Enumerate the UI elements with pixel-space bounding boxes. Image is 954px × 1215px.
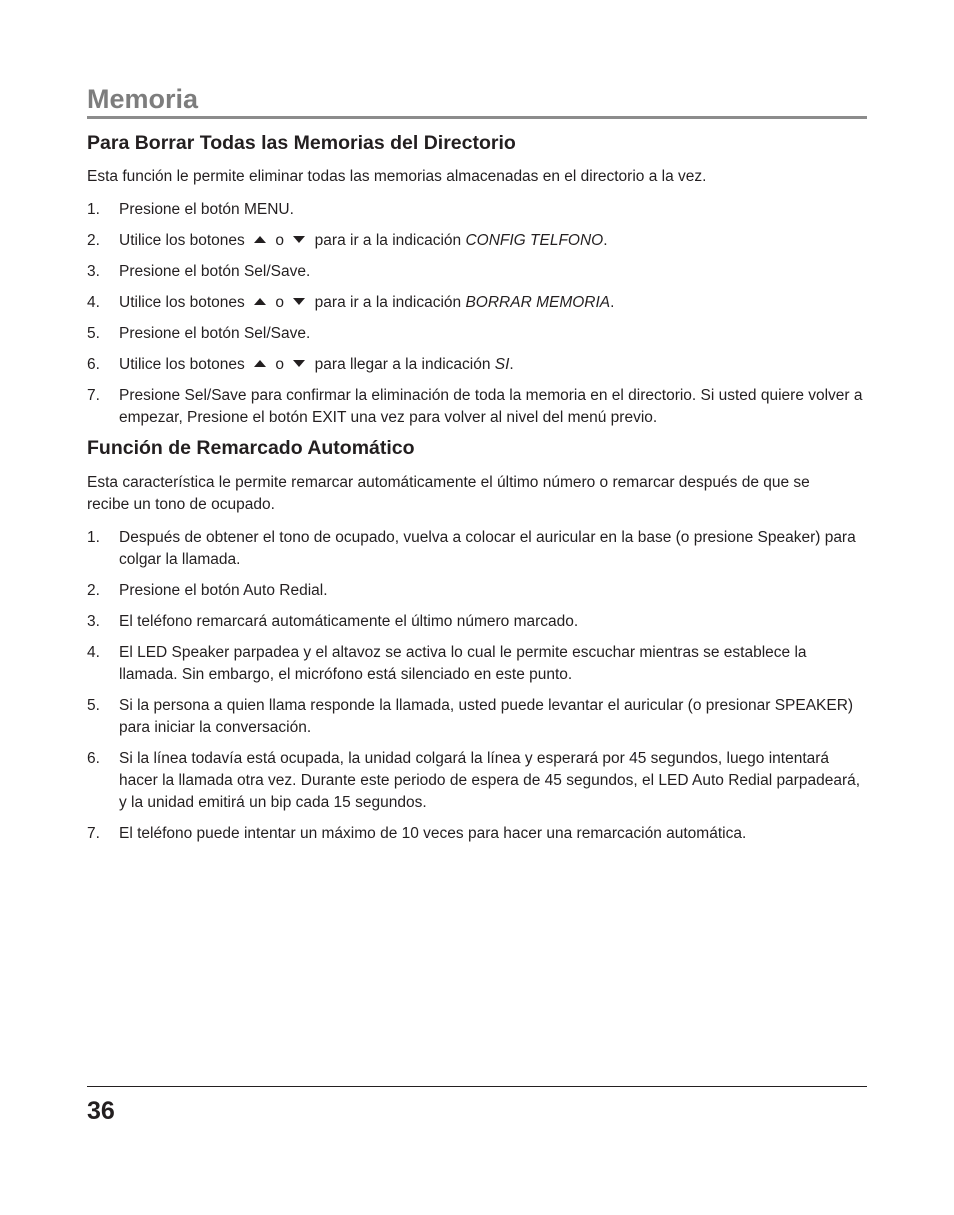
step-number: 3.	[87, 263, 100, 280]
list-item	[87, 611, 867, 633]
step-text: Si la persona a quien llama responde la llamada, usted puede levantar el auricular (o presionar SPEAKER) para iniciar la conversación.	[119, 697, 854, 736]
step-text: Después de obtener el tono de ocupado, vuelva a colocar el auricular en la base (o presione Speaker) para colgar la llamada.	[119, 529, 856, 568]
list-item	[87, 292, 867, 314]
step-text: El teléfono remarcará automáticamente el último número marcado.	[119, 613, 579, 630]
step-display-indicator: CONFIG TELFONO	[465, 232, 604, 249]
step-text: Presione el botón Sel/Save.	[119, 263, 311, 280]
down-arrow-icon	[293, 360, 305, 367]
list-item	[87, 642, 867, 686]
step-number: 2.	[87, 232, 100, 249]
step-text: El LED Speaker parpadea y el altavoz se activa lo cual le permite escuchar mientras se establece la llamada. Sin embargo, el micrófono está silenciado en este punto.	[119, 644, 807, 683]
list-item	[87, 230, 867, 252]
steps-list-borrar-memorias	[87, 199, 867, 429]
steps-list-remarcado	[87, 527, 867, 845]
step-text-pre: Utilice los botones	[119, 232, 245, 249]
step-text: El teléfono puede intentar un máximo de 10 veces para hacer una remarcación automática.	[119, 825, 747, 842]
step-text-post: para ir a la indicación	[314, 294, 466, 311]
footer-divider	[87, 1086, 867, 1087]
step-text-end: .	[603, 232, 608, 249]
list-item	[87, 323, 867, 345]
step-number: 1.	[87, 201, 100, 218]
list-item	[87, 580, 867, 602]
step-number: 7.	[87, 825, 100, 842]
step-number: 5.	[87, 325, 100, 342]
step-text: Presione Sel/Save para confirmar la eliminación de toda la memoria en el directorio. Si usted quiere volver a empezar, Presione el botón EXIT una vez para volver al nivel del menú previo.	[119, 387, 863, 426]
step-text: Si la línea todavía está ocupada, la unidad colgará la línea y esperará por 45 segundos, luego intentará hacer la llamada otra vez. Durante este periodo de espera de 45 segundos, el LED Auto Redial parpadeará, y la unidad emitirá un bip cada 15 segundos.	[119, 750, 861, 811]
down-arrow-icon	[293, 236, 305, 243]
title-divider	[87, 116, 867, 119]
step-number: 1.	[87, 529, 100, 546]
section-intro-remarcado: Esta característica le permite remarcar automáticamente el último número o remarcar después de que se recibe un tono de ocupado.	[87, 474, 810, 513]
step-display-indicator: BORRAR MEMORIA	[465, 294, 611, 311]
step-display-indicator: SI	[494, 356, 510, 373]
list-item	[87, 199, 867, 221]
step-text-or: o	[275, 294, 285, 311]
step-text-post: para llegar a la indicación	[314, 356, 495, 373]
list-item	[87, 527, 867, 571]
step-text: Presione el botón Sel/Save.	[119, 325, 311, 342]
step-text-end: .	[610, 294, 615, 311]
down-arrow-icon	[293, 298, 305, 305]
section-intro-borrar-memorias: Esta función le permite eliminar todas las memorias almacenadas en el directorio a la vez.	[87, 168, 707, 185]
step-text-end: .	[509, 356, 514, 373]
step-number: 5.	[87, 697, 100, 714]
step-number: 3.	[87, 613, 100, 630]
list-item	[87, 748, 867, 814]
step-number: 6.	[87, 750, 100, 767]
section-heading-borrar-memorias: Para Borrar Todas las Memorias del Directorio	[87, 132, 516, 154]
step-number: 7.	[87, 387, 100, 404]
step-text-pre: Utilice los botones	[119, 356, 245, 373]
step-text-post: para ir a la indicación	[314, 232, 466, 249]
step-number: 4.	[87, 294, 100, 311]
list-item	[87, 695, 867, 739]
list-item	[87, 354, 867, 376]
up-arrow-icon	[254, 236, 266, 243]
list-item	[87, 261, 867, 283]
step-text-pre: Utilice los botones	[119, 294, 245, 311]
list-item	[87, 385, 867, 429]
step-text: Presione el botón MENU.	[119, 201, 294, 218]
step-number: 2.	[87, 582, 100, 599]
page-number: 36	[87, 1097, 115, 1125]
list-item	[87, 823, 867, 845]
up-arrow-icon	[254, 298, 266, 305]
page-title: Memoria	[87, 84, 199, 114]
step-text-or: o	[275, 356, 285, 373]
step-number: 6.	[87, 356, 100, 373]
step-text: Presione el botón Auto Redial.	[119, 582, 328, 599]
step-text-or: o	[275, 232, 285, 249]
up-arrow-icon	[254, 360, 266, 367]
step-number: 4.	[87, 644, 100, 661]
section-heading-remarcado: Función de Remarcado Automático	[87, 437, 415, 459]
